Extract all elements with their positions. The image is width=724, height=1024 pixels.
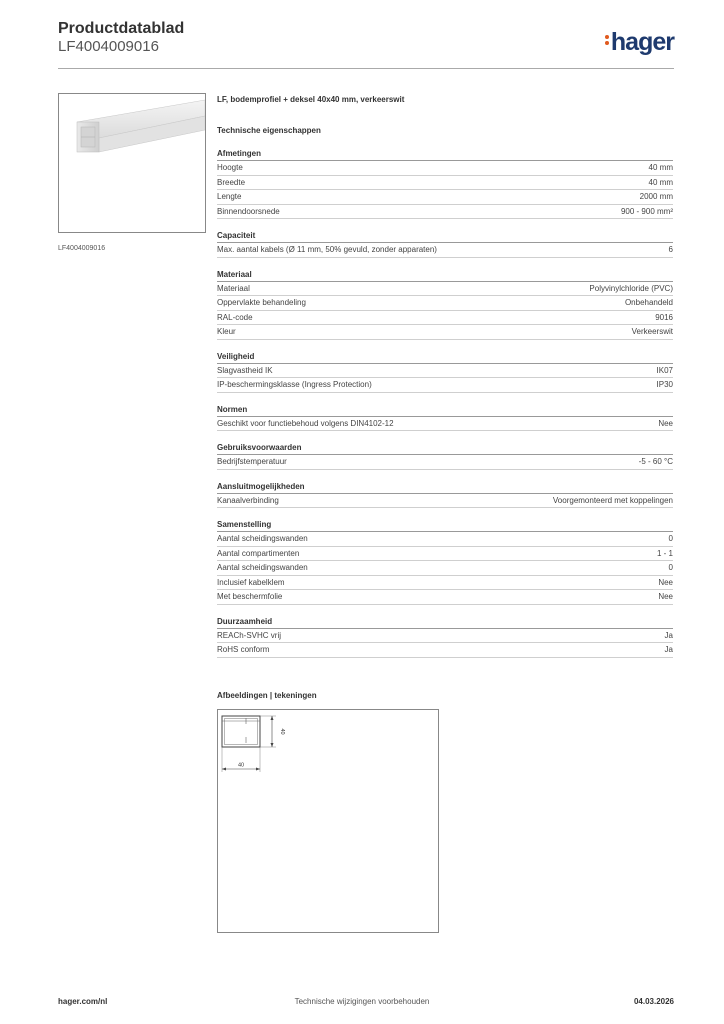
spec-row — [217, 576, 673, 591]
spec-value: 0 — [668, 563, 673, 572]
spec-value: 6 — [668, 245, 673, 254]
spec-value: Nee — [658, 418, 673, 428]
cable-trunking-illustration — [59, 94, 205, 232]
product-image — [58, 93, 206, 233]
spec-value: 2000 mm — [639, 192, 673, 201]
spec-value: Ja — [664, 630, 673, 640]
footer-website: hager.com/nl — [58, 997, 108, 1006]
spec-label: RoHS conform — [217, 645, 270, 654]
spec-value: 40 mm — [648, 163, 673, 172]
spec-section — [217, 147, 673, 219]
spec-label: Met beschermfolie — [217, 592, 283, 601]
spec-value: Verkeerswit — [631, 327, 673, 336]
spec-row — [217, 378, 673, 393]
spec-row — [217, 325, 673, 340]
page-title: Productdatablad — [58, 20, 185, 37]
spec-label: Lengte — [217, 192, 242, 201]
footer-disclaimer: Technische wijzigingen voorbehouden — [294, 997, 430, 1006]
spec-row — [217, 494, 673, 509]
spec-value: IK07 — [656, 365, 673, 375]
spec-sections — [217, 147, 673, 658]
footer-date: 04.03.2026 — [633, 997, 674, 1006]
spec-label: Max. aantal kabels (Ø 11 mm, 50% gevuld, zonder apparaten) — [217, 245, 437, 254]
spec-row — [217, 205, 673, 220]
spec-row — [217, 296, 673, 311]
spec-label: Aantal compartimenten — [217, 548, 300, 558]
spec-label: Hoogte — [217, 163, 243, 172]
spec-row — [217, 547, 673, 562]
dim-width-label: 40 — [237, 762, 245, 769]
spec-section — [217, 403, 673, 432]
spec-row — [217, 532, 673, 547]
spec-row — [217, 455, 673, 470]
spec-value: -5 - 60 °C — [638, 457, 673, 466]
spec-section — [217, 229, 673, 258]
spec-row — [217, 417, 673, 432]
spec-value: Polyvinylchloride (PVC) — [589, 283, 673, 293]
spec-content — [217, 95, 673, 668]
section-title: Capaciteit — [217, 229, 673, 243]
spec-value: Ja — [664, 645, 673, 654]
section-title: Aansluitmogelijkheden — [217, 480, 673, 494]
spec-row — [217, 643, 673, 658]
spec-label: REACh-SVHC vrij — [217, 630, 282, 640]
section-title: Duurzaamheid — [217, 615, 673, 629]
spec-value: Nee — [658, 577, 673, 587]
spec-value: Nee — [658, 592, 673, 601]
spec-label: Geschikt voor functiebehoud volgens DIN4102-12 — [217, 418, 394, 428]
section-title: Normen — [217, 403, 673, 417]
hager-logo — [605, 28, 674, 57]
spec-section — [217, 350, 673, 393]
drawings-title: Afbeeldingen | tekeningen — [217, 691, 317, 700]
spec-label: Inclusief kabelklem — [217, 577, 285, 587]
spec-label: Slagvastheid IK — [217, 365, 273, 375]
logo-dots-icon — [605, 33, 609, 47]
spec-row — [217, 243, 673, 258]
spec-section — [217, 480, 673, 509]
spec-label: Materiaal — [217, 283, 250, 293]
spec-row — [217, 561, 673, 576]
section-title: Samenstelling — [217, 518, 673, 532]
spec-value: 900 - 900 mm² — [620, 206, 673, 216]
logo-text: hager — [610, 28, 674, 56]
spec-label: Breedte — [217, 177, 246, 187]
tech-properties-title: Technische eigenschappen — [217, 126, 321, 135]
spec-row — [217, 190, 673, 205]
spec-label: Bedrijfstemperatuur — [217, 457, 287, 466]
spec-section — [217, 441, 673, 470]
section-title: Afmetingen — [217, 147, 673, 161]
cross-section-drawing — [218, 710, 438, 932]
spec-row — [217, 590, 673, 605]
spec-row — [217, 176, 673, 191]
spec-value: 40 mm — [648, 177, 673, 187]
spec-section — [217, 518, 673, 605]
technical-drawing — [217, 709, 439, 933]
product-code: LF4004009016 — [58, 38, 159, 55]
spec-row — [217, 311, 673, 326]
spec-row — [217, 282, 673, 297]
dim-height-label: 40 — [279, 728, 285, 735]
spec-value: 1 - 1 — [656, 548, 673, 558]
spec-label: RAL-code — [217, 312, 253, 322]
spec-row — [217, 364, 673, 379]
spec-value: Onbehandeld — [624, 298, 673, 307]
spec-section — [217, 268, 673, 340]
spec-section — [217, 615, 673, 658]
image-caption: LF4004009016 — [58, 245, 106, 252]
spec-value: Voorgemonteerd met koppelingen — [552, 495, 673, 505]
spec-row — [217, 629, 673, 644]
product-title: LF, bodemprofiel + deksel 40x40 mm, verkeerswit — [217, 95, 405, 104]
spec-label: Kleur — [217, 327, 236, 336]
section-title: Materiaal — [217, 268, 673, 282]
spec-label: Aantal scheidingswanden — [217, 534, 308, 543]
header-divider — [58, 68, 674, 69]
section-title: Veiligheid — [217, 350, 673, 364]
spec-value: 9016 — [655, 312, 673, 322]
spec-label: Binnendoorsnede — [217, 206, 280, 216]
spec-value: 0 — [668, 534, 673, 543]
spec-value: IP30 — [656, 380, 673, 389]
spec-label: IP-beschermingsklasse (Ingress Protection) — [217, 380, 372, 389]
spec-label: Aantal scheidingswanden — [217, 563, 308, 572]
spec-row — [217, 161, 673, 176]
spec-label: Kanaalverbinding — [217, 495, 279, 505]
section-title: Gebruiksvoorwaarden — [217, 441, 673, 455]
spec-label: Oppervlakte behandeling — [217, 298, 306, 307]
